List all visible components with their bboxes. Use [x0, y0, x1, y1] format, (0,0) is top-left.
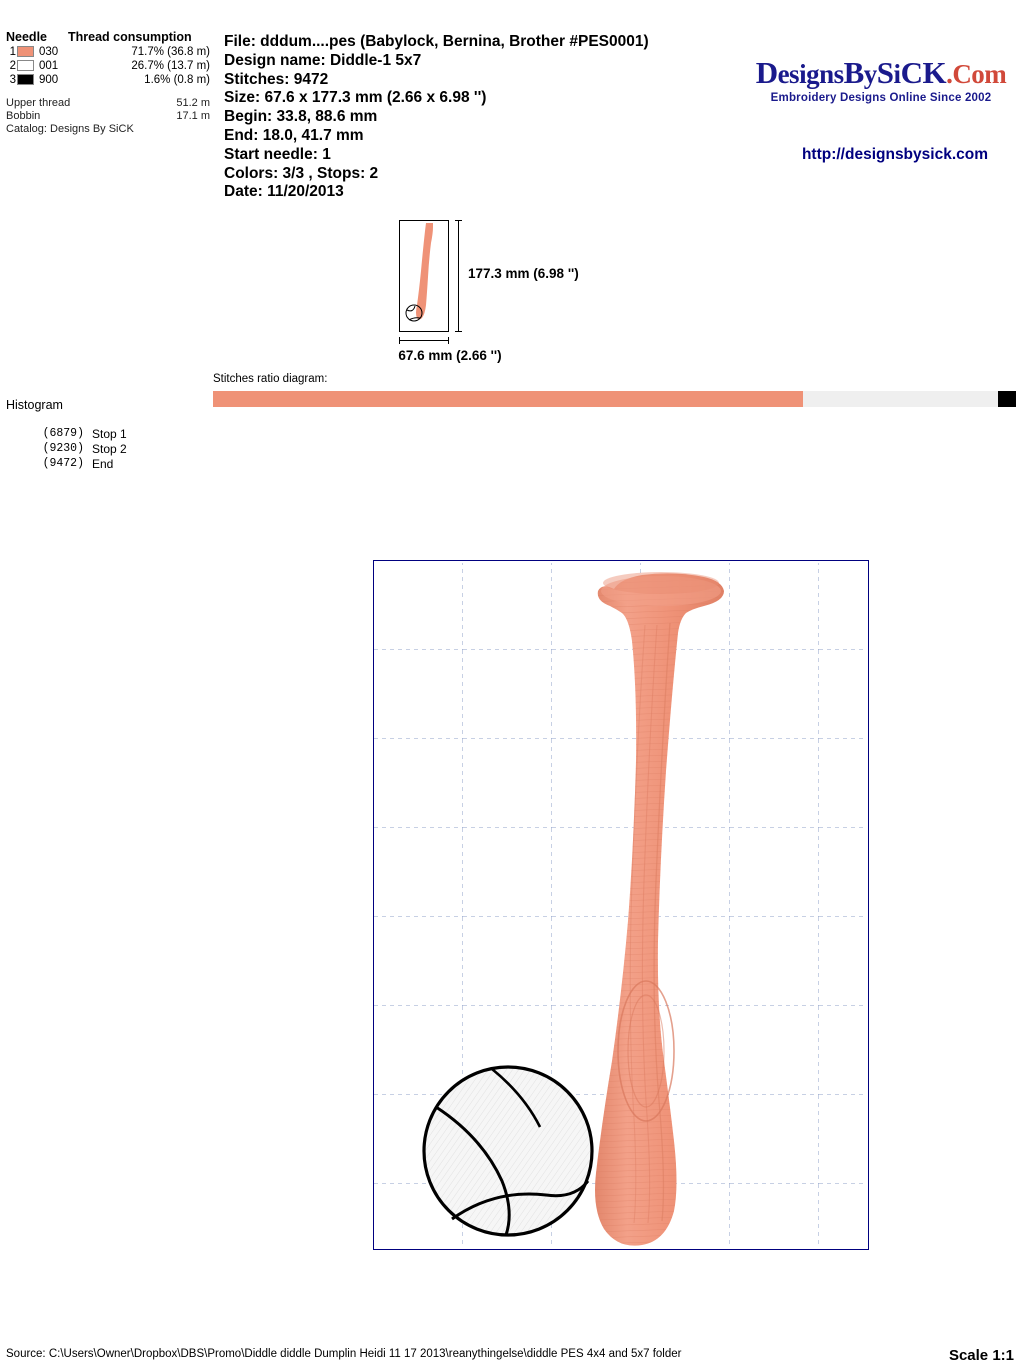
height-dimension-label: 177.3 mm (6.98 '')	[468, 266, 579, 281]
logo-b: B	[843, 55, 864, 90]
thread-code: 030	[39, 45, 59, 58]
logo-i: i	[893, 59, 901, 89]
brand-logo-text	[746, 55, 1016, 91]
info-colors-stops: Colors: 3/3 , Stops: 2	[224, 164, 379, 182]
info-end: End: 18.0, 41.7 mm	[224, 126, 364, 144]
thread-consumption-column-header: Thread consumption	[68, 30, 192, 44]
stitches-ratio-label: Stitches ratio diagram:	[213, 373, 328, 385]
info-size: Size: 67.6 x 177.3 mm (2.66 x 6.98 '')	[224, 89, 487, 107]
histogram-count: (9230)	[42, 442, 84, 455]
source-path: Source: C:\Users\Owner\Dropbox\DBS\Promo\Diddle diddle Dumplin Heidi 11 17 2013\reanythingelse\diddle PES 4x4 and 5x7 folder	[6, 1348, 682, 1360]
logo-ck: CK	[900, 55, 947, 90]
needle-table-header	[6, 30, 214, 44]
width-dimension-label: 67.6 mm (2.66 '')	[398, 348, 502, 363]
histogram-count: (9472)	[42, 457, 84, 470]
info-design-name: Design name: Diddle-1 5x7	[224, 51, 422, 69]
thread-consumption-value: 71.7% (36.8 m)	[131, 45, 210, 58]
bobbin-row	[6, 110, 214, 123]
ratio-segment-3	[998, 391, 1016, 407]
histogram-count: (6879)	[42, 427, 84, 440]
thread-meta-block	[6, 97, 214, 136]
bobbin-value: 17.1 m	[176, 110, 210, 122]
design-thumbnail	[400, 221, 448, 331]
list-item	[20, 457, 127, 472]
histogram-list	[20, 427, 127, 472]
design-preview-frame	[373, 560, 869, 1250]
upper-thread-label: Upper thread	[6, 97, 71, 109]
brand-logo	[746, 55, 1016, 104]
design-info-panel	[224, 33, 649, 202]
stitches-ratio-bar	[213, 391, 1016, 407]
color-swatch	[17, 74, 34, 85]
logo-dotcom: .Com	[946, 59, 1007, 89]
info-start-needle: Start needle: 1	[224, 145, 331, 163]
needle-thread-panel	[6, 30, 214, 136]
color-swatch	[17, 46, 34, 57]
logo-s: S	[876, 55, 894, 90]
upper-thread-value: 51.2 m	[176, 97, 210, 109]
info-date: Date: 11/20/2013	[224, 183, 344, 201]
upper-thread-row	[6, 97, 214, 110]
website-url[interactable]: http://designsbysick.com	[801, 146, 988, 163]
needle-column-header: Needle	[6, 30, 47, 44]
scale-label: Scale 1:1	[948, 1347, 1014, 1364]
info-begin: Begin: 33.8, 88.6 mm	[224, 108, 378, 126]
thread-consumption-value: 1.6% (0.8 m)	[144, 73, 210, 86]
histogram-label: Stop 2	[92, 442, 127, 456]
table-row	[6, 45, 214, 58]
catalog-label: Catalog: Designs By SiCK	[6, 123, 134, 135]
histogram-label: End	[92, 457, 114, 471]
histogram-label: Stop 1	[92, 427, 127, 441]
logo-y: y	[863, 59, 877, 89]
ratio-segment-2	[803, 391, 997, 407]
ratio-segment-1	[213, 391, 803, 407]
needle-index: 3	[9, 73, 16, 86]
height-dimension-line	[458, 220, 459, 332]
thread-code: 001	[39, 59, 59, 72]
thread-consumption-value: 26.7% (13.7 m)	[131, 59, 210, 72]
needle-index: 2	[9, 59, 16, 72]
histogram-title: Histogram	[6, 398, 63, 412]
dimension-bounding-box	[399, 220, 449, 332]
color-swatch	[17, 60, 34, 71]
table-row	[6, 59, 214, 72]
logo-d: D	[755, 55, 778, 90]
baseball-shape	[424, 1067, 592, 1235]
thread-code: 900	[39, 73, 59, 86]
info-stitches: Stitches: 9472	[224, 70, 329, 88]
dimension-diagram	[390, 218, 590, 368]
table-row	[6, 73, 214, 86]
width-dimension-line	[399, 340, 449, 341]
logo-esigns: esigns	[777, 59, 844, 89]
needle-index: 1	[9, 45, 16, 58]
info-file: File: dddum....pes (Babylock, Bernina, Brother #PES0001)	[224, 33, 649, 50]
list-item	[20, 427, 127, 442]
design-preview	[374, 561, 867, 1248]
brand-tagline: Embroidery Designs Online Since 2002	[770, 92, 992, 104]
bobbin-label: Bobbin	[6, 110, 41, 122]
list-item	[20, 442, 127, 457]
